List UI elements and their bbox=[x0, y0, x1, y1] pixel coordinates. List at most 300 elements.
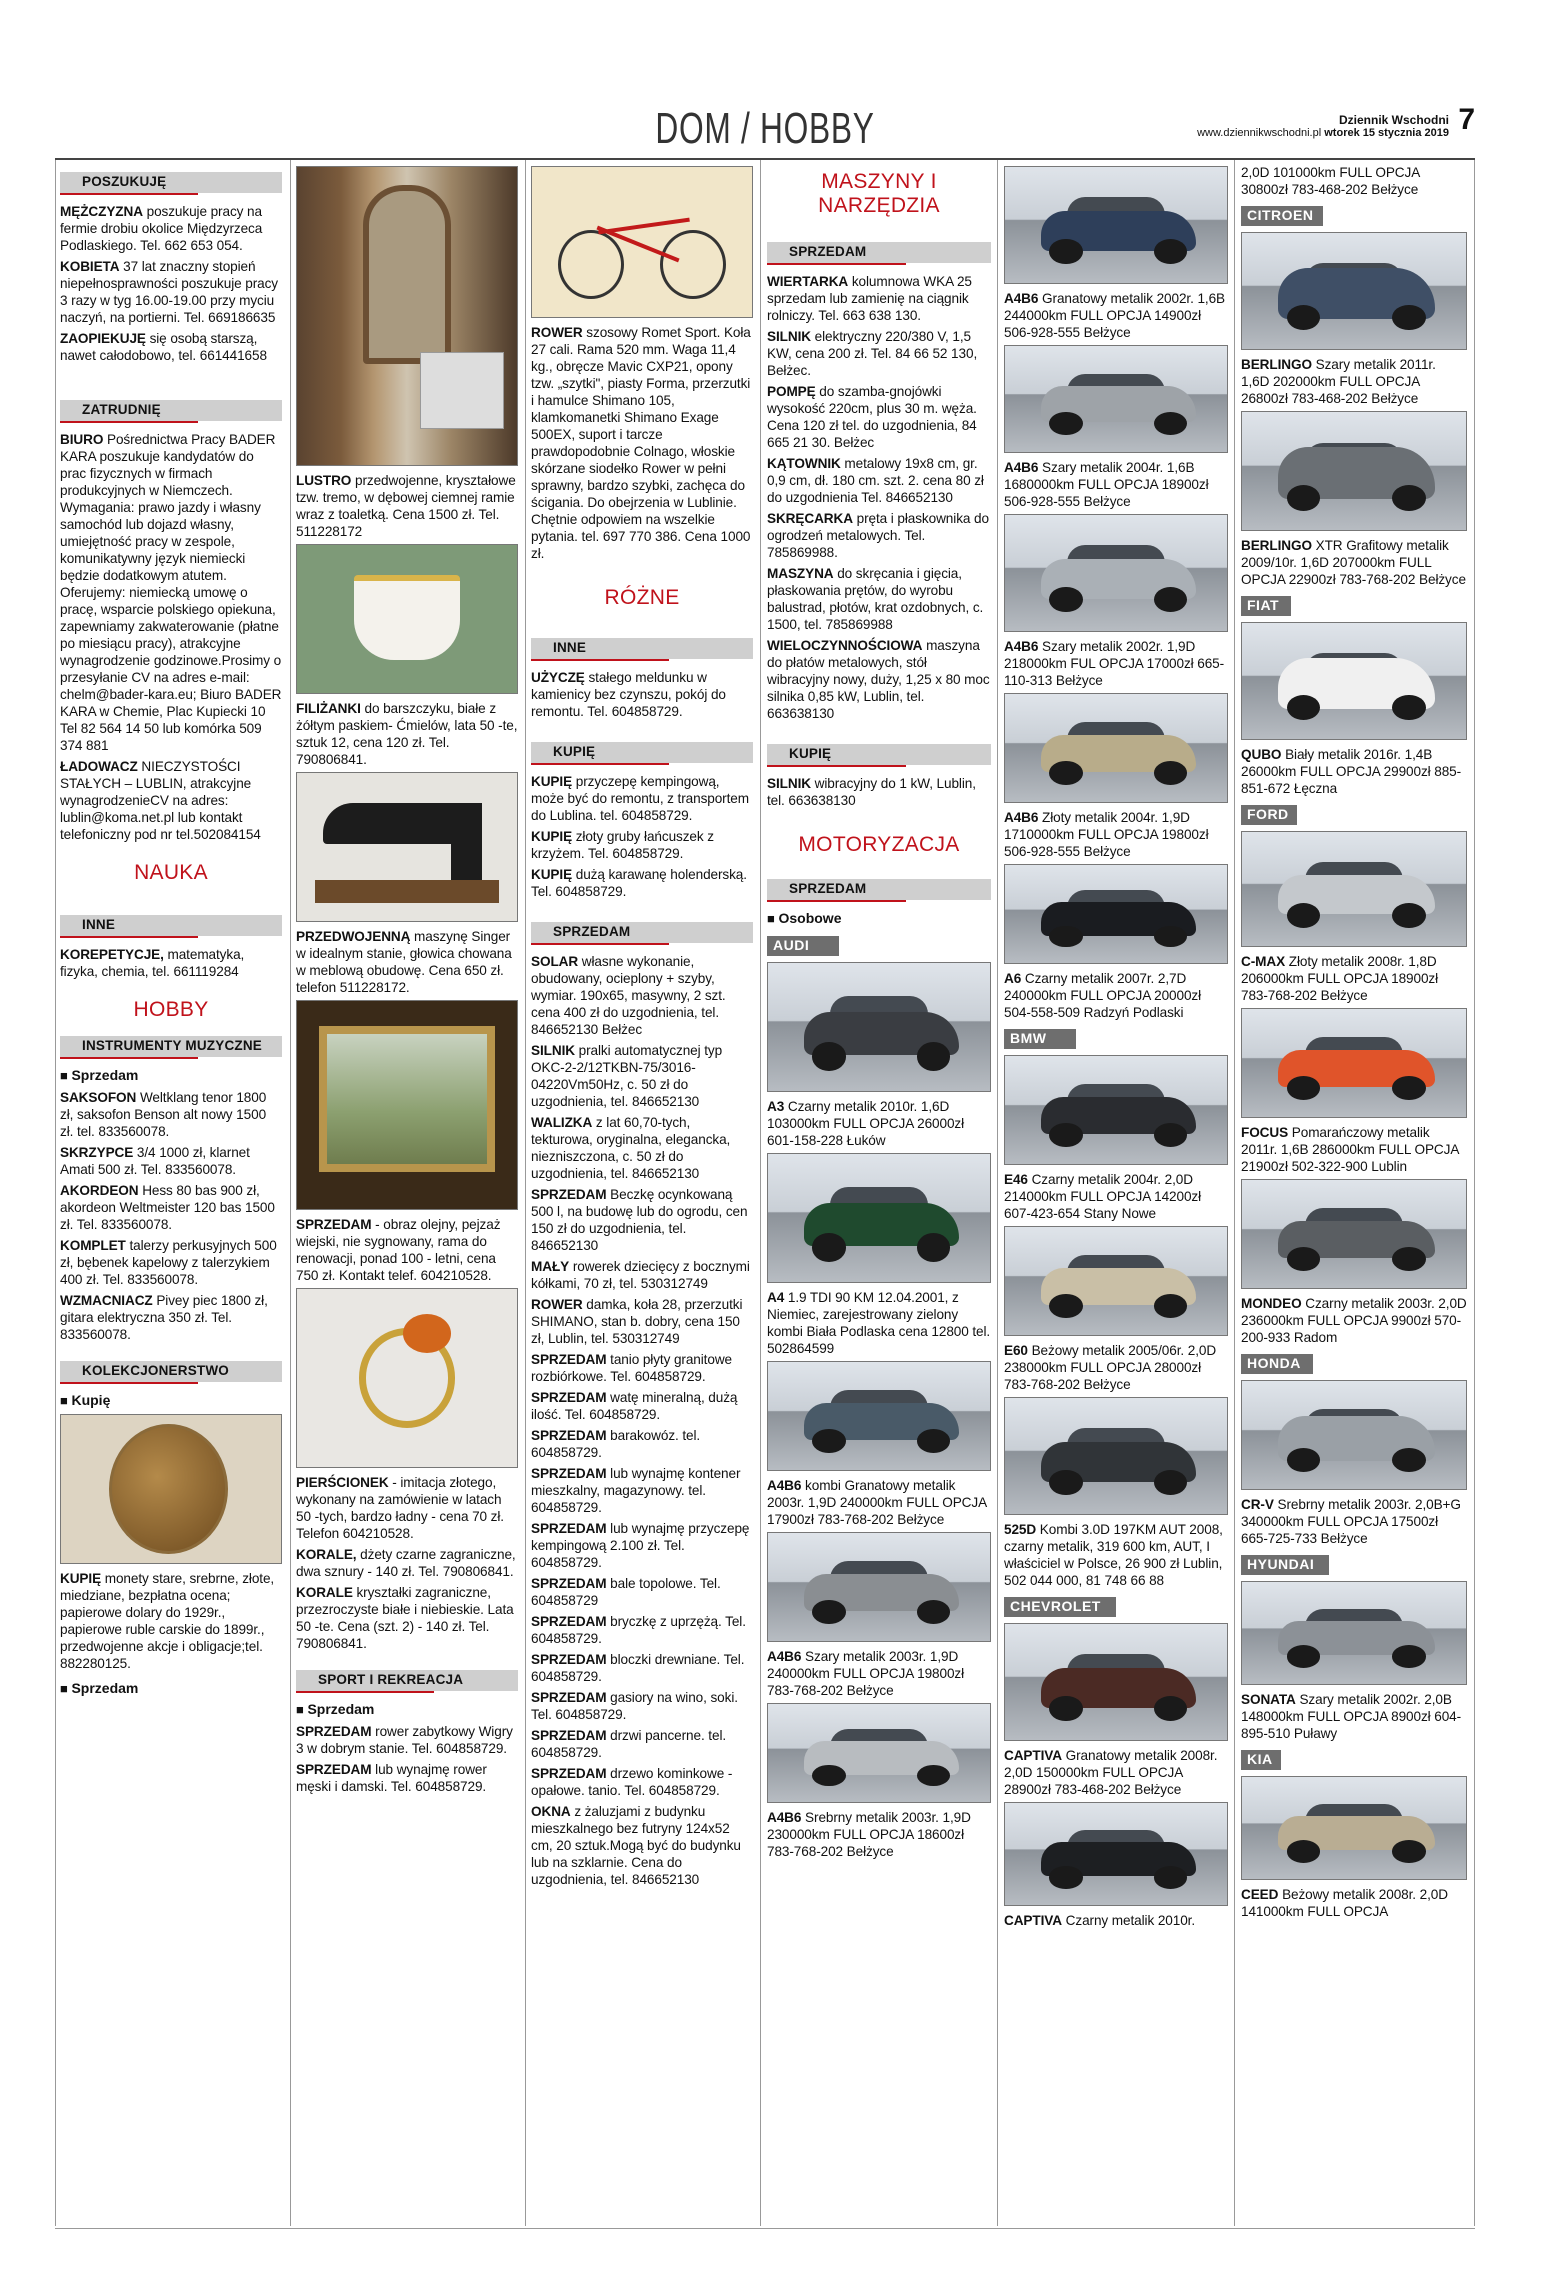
ad-keyword: SPRZEDAM bbox=[531, 1390, 607, 1405]
ad-keyword: A4B6 bbox=[767, 1649, 802, 1664]
paper-name: Dziennik Wschodni bbox=[1338, 113, 1449, 127]
classified-ad bbox=[531, 1427, 753, 1461]
column-divider bbox=[1234, 160, 1235, 2226]
classified-ad bbox=[296, 1474, 518, 1542]
car-ad bbox=[1004, 809, 1228, 860]
ad-text: 37 lat znaczny stopień niepełnosprawności poszukuje pracy 3 razy w tyg 16.00-19.00 przy myciu naczyń, na portierni. Tel. 669186635 bbox=[60, 259, 279, 325]
car-photo bbox=[1241, 411, 1467, 531]
ad-keyword: SPRZEDAM bbox=[531, 1728, 607, 1743]
ad-keyword: SPRZEDAM bbox=[296, 1724, 372, 1739]
ad-text: Szary metalik 2011r. 1,6D 202000km FULL OPCJA 26800zł 783-468-202 Bełżyce bbox=[1241, 357, 1436, 406]
car-ad bbox=[1241, 1124, 1467, 1175]
ad-text: kombi Granatowy metalik 2003r. 1,9D 240000km FULL OPCJA 17900zł 783-768-202 Bełżyce bbox=[767, 1478, 987, 1527]
classified-ad bbox=[531, 1651, 753, 1685]
car-ad bbox=[767, 1098, 991, 1149]
car-ad bbox=[1241, 1496, 1467, 1547]
ad-keyword: WZMACNIACZ bbox=[60, 1293, 153, 1308]
car-photo bbox=[1004, 693, 1228, 803]
ad-text: rowerek dziecięcy z bocznymi kółkami, 70 zł, tel. 530312749 bbox=[531, 1259, 750, 1291]
classified-ad bbox=[767, 383, 991, 451]
ad-text: dżety czarne zagraniczne, dwa sznury - 140 zł. Tel. 790806841. bbox=[296, 1547, 516, 1579]
ad-keyword: KĄTOWNIK bbox=[767, 456, 841, 471]
ad-keyword: A4B6 bbox=[1004, 460, 1039, 475]
ad-keyword: A4B6 bbox=[1004, 291, 1039, 306]
car-photo bbox=[1004, 864, 1228, 964]
ad-text: gasiory na wino, soki. Tel. 604858729. bbox=[531, 1690, 738, 1722]
ad-text: bloczki drewniane. Tel. 604858729. bbox=[531, 1652, 745, 1684]
ad-keyword: WIERTARKA bbox=[767, 274, 849, 289]
brand-label-honda: HONDA bbox=[1241, 1354, 1313, 1374]
ad-keyword: SPRZEDAM bbox=[531, 1576, 607, 1591]
car-photo bbox=[1004, 1397, 1228, 1515]
classified-ad bbox=[296, 1216, 518, 1284]
ad-text: Szary metalik 2004r. 1,6B 1680000km FULL OPCJA 18900zł 506-928-555 Bełżyce bbox=[1004, 460, 1209, 509]
ad-keyword: MASZYNA bbox=[767, 566, 834, 581]
column-divider bbox=[1474, 160, 1475, 2226]
heading-rozne: RÓŻNE bbox=[604, 586, 680, 609]
subheader-sprzedam-2: ■ Sprzedam bbox=[60, 1680, 282, 1696]
ad-keyword: KORALE bbox=[296, 1585, 353, 1600]
ad-text: Złoty metalik 2004r. 1,9D 1710000km FULL OPCJA 19800zł 506-928-555 Bełżyce bbox=[1004, 810, 1209, 859]
classified-ad bbox=[60, 758, 282, 843]
ad-keyword: CAPTIVA bbox=[1004, 1748, 1062, 1763]
brand-label-hyundai: HYUNDAI bbox=[1241, 1555, 1329, 1575]
ad-text: do szamba-gnojówki wysokość 220cm, plus 30 m. węża. Cena 120 zł tel. do uzgodnienia, 84 665 21 30. Bełżec bbox=[767, 384, 977, 450]
classified-ad bbox=[531, 1258, 753, 1292]
classified-ad bbox=[531, 1803, 753, 1888]
ad-keyword: KORALE, bbox=[296, 1547, 357, 1562]
ad-text: Srebrny metalik 2003r. 2,0B+G 340000km FULL OPCJA 17500zł 665-725-733 Bełżyce bbox=[1241, 1497, 1461, 1546]
classified-ad bbox=[531, 1613, 753, 1647]
ad-text: Czarny metalik 2003r. 2,0D 236000km FULL OPCJA 9900zł 570-200-933 Radom bbox=[1241, 1296, 1467, 1345]
ad-text: pralki automatycznej typ OKC-2-2/12TKBN-75/3016-04220Vm50Hz, c. 50 zł do uzgodnienia, tel. 846652130 bbox=[531, 1043, 723, 1109]
ad-keyword: 525D bbox=[1004, 1522, 1037, 1537]
car-ad bbox=[1241, 164, 1467, 198]
ad-text: XTR Grafitowy metalik 2009/10r. 1,6D 207000km FULL OPCJA 22900zł 783-768-202 Bełżyce bbox=[1241, 538, 1466, 587]
ad-keyword: SPRZEDAM bbox=[296, 1762, 372, 1777]
ad-text: 2,0D 101000km FULL OPCJA 30800zł 783-468-202 Bełżyce bbox=[1241, 165, 1420, 197]
ad-text: Czarny metalik 2004r. 2,0D 214000km FULL OPCJA 14200zł 607-423-654 Stany Nowe bbox=[1004, 1172, 1202, 1221]
section-header-sprzedam: SPRZEDAM bbox=[531, 922, 753, 943]
ad-text: złoty gruby łańcuszek z krzyżem. Tel. 604858729. bbox=[531, 829, 714, 861]
ad-text: Szary metalik 2002r. 1,9D 218000km FUL OPCJA 17000zł 665-110-313 Bełżyce bbox=[1004, 639, 1225, 688]
section-header-instrumenty: INSTRUMENTY MUZYCZNE bbox=[60, 1036, 282, 1057]
ad-keyword: MĘŻCZYZNA bbox=[60, 204, 143, 219]
column-3 bbox=[531, 164, 753, 2226]
classified-ad bbox=[531, 1765, 753, 1799]
classified-ad bbox=[531, 866, 753, 900]
classified-ad bbox=[60, 330, 282, 364]
heading-nauka: NAUKA bbox=[134, 861, 208, 884]
classified-ad bbox=[531, 1186, 753, 1254]
ad-text: lub wynajmę przyczepę kempingową 2.100 zł. Tel. 604858729. bbox=[531, 1521, 750, 1570]
classified-ad bbox=[60, 1089, 282, 1140]
car-ad bbox=[1241, 356, 1467, 407]
car-photo bbox=[1004, 166, 1228, 284]
ad-keyword: SPRZEDAM bbox=[296, 1217, 372, 1232]
ad-text: drzewo kominkowe - opałowe. tanio. Tel. 604858729. bbox=[531, 1766, 733, 1798]
section-header-kupie: KUPIĘ bbox=[767, 744, 991, 765]
classified-ad bbox=[60, 258, 282, 326]
car-photo bbox=[1004, 1226, 1228, 1336]
ad-text: Pomarańczowy metalik 2011r. 1,6B 286000km FULL OPCJA 21900zł 502-322-900 Lublin bbox=[1241, 1125, 1459, 1174]
section-header-poszukuje: POSZUKUJĘ bbox=[60, 172, 282, 193]
section-header-inne: INNE bbox=[60, 915, 282, 936]
ad-text: z lat 60,70-tych, tekturowa, oryginalna, elegancka, niezniszczona, c. 50 zł do uzgodnienia, tel. 846652130 bbox=[531, 1115, 731, 1181]
ad-text: Złoty metalik 2008r. 1,8D 206000km FULL OPCJA 18900zł 783-768-202 Bełżyce bbox=[1241, 954, 1439, 1003]
ad-keyword: ZAOPIEKUJĘ bbox=[60, 331, 146, 346]
ad-keyword: KUPIĘ bbox=[531, 829, 573, 844]
ad-keyword: OKNA bbox=[531, 1804, 571, 1819]
header-rule bbox=[55, 158, 1475, 160]
ad-text: stałego meldunku w kamienicy bez czynszu, pokój do remontu. Tel. 604858729. bbox=[531, 670, 726, 719]
column-divider bbox=[290, 160, 291, 2226]
car-ad bbox=[1004, 1521, 1228, 1589]
ad-text: watę mineralną, dużą ilość. Tel. 604858729. bbox=[531, 1390, 738, 1422]
ad-keyword: SILNIK bbox=[767, 329, 811, 344]
ad-keyword: KOBIETA bbox=[60, 259, 120, 274]
classified-ad bbox=[531, 1042, 753, 1110]
car-photo bbox=[1241, 1179, 1467, 1289]
ad-text: elektryczny 220/380 V, 1,5 KW, cena 200 zł. Tel. 84 66 52 130, Bełżec. bbox=[767, 329, 978, 378]
car-ad bbox=[767, 1289, 991, 1357]
ad-text: tanio płyty granitowe rozbiórkowe. Tel. 604858729. bbox=[531, 1352, 732, 1384]
ad-keyword: A4 bbox=[767, 1290, 785, 1305]
ad-keyword: SPRZEDAM bbox=[531, 1690, 607, 1705]
column-2 bbox=[296, 164, 518, 2226]
ad-keyword: SAKSOFON bbox=[60, 1090, 137, 1105]
ad-text: Beżowy metalik 2005/06r. 2,0D 238000km FULL OPCJA 28000zł 783-768-202 Bełżyce bbox=[1004, 1343, 1217, 1392]
car-photo bbox=[1004, 514, 1228, 632]
car-ad bbox=[1004, 290, 1228, 341]
car-photo bbox=[1241, 1776, 1467, 1880]
page-header bbox=[55, 100, 1475, 158]
car-ad bbox=[767, 1648, 991, 1699]
ad-keyword: MONDEO bbox=[1241, 1296, 1302, 1311]
classified-ad bbox=[531, 1389, 753, 1423]
section-header-sprzedam: SPRZEDAM bbox=[767, 242, 991, 263]
classified-ad bbox=[296, 1761, 518, 1795]
ad-text: matematyka, fizyka, chemia, tel. 661119284 bbox=[60, 947, 245, 979]
ad-text: maszynę Singer w idealnym stanie, głowica chowana w meblową obudowę. Cena 650 zł. telefon 511228172. bbox=[296, 929, 512, 995]
ad-keyword: KUPIĘ bbox=[531, 774, 573, 789]
classified-ad bbox=[60, 1182, 282, 1233]
ad-text: przyczepę kempingową, może być do remontu, z transportem do Lublina. tel. 604858729. bbox=[531, 774, 749, 823]
ad-keyword: A4B6 bbox=[767, 1478, 802, 1493]
ad-keyword: ROWER bbox=[531, 1297, 583, 1312]
classified-ad bbox=[531, 1114, 753, 1182]
classified-ad bbox=[296, 928, 518, 996]
ad-keyword: SPRZEDAM bbox=[531, 1614, 607, 1629]
ad-text: - imitacja złotego, wykonany na zamówienie w latach 50 -tych, bardzo ładny - cena 70 zł. Telefon 604210528. bbox=[296, 1475, 504, 1541]
ad-text: Beżowy metalik 2008r. 2,0D 141000km FULL OPCJA bbox=[1241, 1887, 1448, 1919]
ad-text: Czarny metalik 2010r. bbox=[1065, 1913, 1196, 1928]
ad-keyword: C-MAX bbox=[1241, 954, 1286, 969]
paper-url-date bbox=[1197, 127, 1449, 140]
car-ad bbox=[1004, 1171, 1228, 1222]
brand-label-chevrolet: CHEVROLET bbox=[1004, 1597, 1116, 1617]
car-photo bbox=[767, 1532, 991, 1642]
column-5 bbox=[1004, 164, 1228, 2226]
car-photo bbox=[1004, 1055, 1228, 1165]
section-header-sport: SPORT I REKREACJA bbox=[296, 1670, 518, 1691]
column-divider bbox=[760, 160, 761, 2226]
brand-label-audi: AUDI bbox=[767, 936, 839, 956]
classified-ad bbox=[60, 1237, 282, 1288]
ad-text: Pośrednictwa Pracy BADER KARA poszukuje kandydatów do prac fizycznych w firmach produkcyjnych w Niemczech. Wymagania: prawo jazdy i własny samochód lub dojazd własny, umiejętność pracy w zespole, komunikatywny język niemiecki będzie dodatkowym atutem. Oferujemy: niemiecką umowę o pracę, wsparcie polskiego opiekuna, zapewniamy zakwaterowanie (płatne po miesiącu pracy), atrakcyjne wynagrodzenie godzinowe.Prosimy o przesyłanie CV na adres e-mail: chelm@bader-kara.eu; Biuro BADER KARA w Chemie, Plac Kupiecki 10 Tel 82 564 14 50 lub komórka 509 374 881 bbox=[60, 432, 282, 753]
ad-keyword: UŻYCZĘ bbox=[531, 670, 585, 685]
car-ad bbox=[1004, 1912, 1228, 1929]
classified-ad bbox=[531, 1520, 753, 1571]
classified-ad bbox=[531, 828, 753, 862]
car-ad bbox=[1241, 1295, 1467, 1346]
section-header-sprzedam-2: SPRZEDAM bbox=[767, 879, 991, 900]
coin-photo bbox=[60, 1414, 282, 1564]
ad-keyword: SONATA bbox=[1241, 1692, 1296, 1707]
column-divider bbox=[525, 160, 526, 2226]
car-photo bbox=[1241, 1581, 1467, 1685]
car-photo bbox=[767, 1153, 991, 1283]
ad-keyword: SKRĘCARKA bbox=[767, 511, 853, 526]
mirror-photo bbox=[296, 166, 518, 466]
ad-text: lub wynajmę kontener mieszkalny, magazynowy. tel. 604858729. bbox=[531, 1466, 741, 1515]
ad-keyword: SPRZEDAM bbox=[531, 1352, 607, 1367]
brand-label-fiat: FIAT bbox=[1241, 596, 1291, 616]
ad-text: maszyna do płatów metalowych, stół wibracyjny nowy, duży, 1,25 x 80 moc silnika 0,85 kW, Lublin, tel. 663638130 bbox=[767, 638, 990, 721]
ad-text: kryształki zagraniczne, przezroczyste białe i niebieskie. Lata 50 -te. Cena (szt. 2) - 140 zł. Tel. 790806841. bbox=[296, 1585, 514, 1651]
ad-keyword: A4B6 bbox=[767, 1810, 802, 1825]
ad-text: lub wynajmę rower męski i damski. Tel. 604858729. bbox=[296, 1762, 487, 1794]
ad-keyword: SPRZEDAM bbox=[531, 1521, 607, 1536]
car-photo bbox=[1004, 1623, 1228, 1741]
classified-ad bbox=[60, 1144, 282, 1178]
ad-keyword: LUSTRO bbox=[296, 473, 352, 488]
ad-text: z żaluzjami z budynku mieszkalnego bez futryny 124x52 cm, 20 sztuk.Mogą być do budynku lub na szklarnie. Cena do uzgodnienia, tel. 846652130 bbox=[531, 1804, 741, 1887]
car-ad bbox=[1004, 970, 1228, 1021]
classified-ad bbox=[531, 1727, 753, 1761]
ad-text: do skręcania i gięcia, płaskowania prętów, do wyrobu balustrad, płotów, krat ozdobnych, c. 1500, tel. 785869988 bbox=[767, 566, 984, 632]
ad-keyword: MAŁY bbox=[531, 1259, 570, 1274]
ad-text: Szary metalik 2003r. 1,9D 240000km FULL OPCJA 19800zł 783-768-202 Bełżyce bbox=[767, 1649, 965, 1698]
ad-keyword: BERLINGO bbox=[1241, 357, 1312, 372]
ad-keyword: BERLINGO bbox=[1241, 538, 1312, 553]
ad-text: 3/4 1000 zł, klarnet Amati 500 zł. Tel. 833560078. bbox=[60, 1145, 250, 1177]
ad-text: Beczkę ocynkowaną 500 l, na budowę lub do ogrodu, cen 150 zł do uzgodnienia, tel. 846652130 bbox=[531, 1187, 748, 1253]
ad-text: się osobą starszą, nawet całodobowo, tel. 661441658 bbox=[60, 331, 267, 363]
ad-text: Hess 80 bas 900 zł, akordeon Weltmeister 120 bas 1500 zł. Tel. 833560078. bbox=[60, 1183, 275, 1232]
ad-text: monety stare, srebrne, złote, miedziane, bezpłatna ocena; papierowe dolary do 1929r., papierowe ruble carskie do 1899r., przedwojenne akcje i obligacje;tel. 882280125. bbox=[60, 1571, 275, 1671]
section-header-zatrudnie: ZATRUDNIĘ bbox=[60, 400, 282, 421]
ad-keyword: E60 bbox=[1004, 1343, 1028, 1358]
ad-text: Kombi 3.0D 197KM AUT 2008, czarny metalik, 319 600 km, AUT, I właściciel w Polsce, 26 900 zł Lublin, 502 044 000, 81 748 66 88 bbox=[1004, 1522, 1223, 1588]
cups-photo bbox=[296, 544, 518, 694]
ad-keyword: KUPIĘ bbox=[531, 867, 573, 882]
ad-text: pręta i płaskownika do ogrodzeń metalowych. Tel. 785869988. bbox=[767, 511, 989, 560]
ad-keyword: PIERŚCIONEK bbox=[296, 1475, 389, 1490]
car-ad bbox=[1241, 1886, 1467, 1920]
brand-label-bmw: BMW bbox=[1004, 1029, 1076, 1049]
page-number: 7 bbox=[1458, 103, 1475, 136]
ad-keyword: A6 bbox=[1004, 971, 1022, 986]
car-ad bbox=[1004, 638, 1228, 689]
ad-text: poszukuje pracy na fermie drobiu okolice Międzyrzeca Podlaskiego. Tel. 662 653 054. bbox=[60, 204, 263, 253]
ad-text: własne wykonanie, obudowany, ocieplony + szyby, wymiar. 190x65, masywny, 2 szt. cena 400 zł do uzgodnienia, tel. 846652130 Bełżec bbox=[531, 954, 726, 1037]
classified-ad bbox=[531, 1465, 753, 1516]
classified-ad bbox=[531, 1689, 753, 1723]
classified-ad bbox=[531, 324, 753, 562]
ad-text: metalowy 19x8 cm, gr. 0,9 cm, dł. 180 cm. szt. 2. cena 80 zł do uzgodnienia Tel. 846652130 bbox=[767, 456, 984, 505]
ad-text: do barszczyku, białe z żółtym paskiem- Ćmielów, lata 50 -te, sztuk 12, cena 120 zł. Tel. 790806841. bbox=[296, 701, 518, 767]
car-photo bbox=[1004, 1802, 1228, 1906]
ad-text: Granatowy metalik 2002r. 1,6B 244000km FULL OPCJA 14900zł 506-928-555 Bełżyce bbox=[1004, 291, 1226, 340]
ad-text: Granatowy metalik 2008r. 2,0D 150000km FULL OPCJA 28900zł 783-468-202 Bełżyce bbox=[1004, 1748, 1218, 1797]
car-ad bbox=[1241, 953, 1467, 1004]
heading-motoryzacja: MOTORYZACJA bbox=[798, 833, 960, 856]
column-6 bbox=[1241, 164, 1467, 2226]
masthead bbox=[1197, 103, 1475, 140]
car-ad bbox=[1004, 1342, 1228, 1393]
ad-text: 1.9 TDI 90 KM 12.04.2001, z Niemiec, zarejestrowany zielony kombi Biała Podlaska cena 12800 tel. 502864599 bbox=[767, 1290, 991, 1356]
classified-ad bbox=[767, 637, 991, 722]
ad-keyword: SPRZEDAM bbox=[531, 1428, 607, 1443]
section-header-kupie: KUPIĘ bbox=[531, 742, 753, 763]
car-photo bbox=[1241, 831, 1467, 947]
ring-photo bbox=[296, 1288, 518, 1468]
ad-keyword: SPRZEDAM bbox=[531, 1187, 607, 1202]
paper-url-link[interactable]: www.dziennikwschodni.pl bbox=[1197, 127, 1322, 139]
classified-ad bbox=[767, 565, 991, 633]
ad-keyword: FOCUS bbox=[1241, 1125, 1289, 1140]
ad-text: Srebrny metalik 2003r. 1,9D 230000km FULL OPCJA 18600zł 783-768-202 Bełżyce bbox=[767, 1810, 971, 1859]
ad-keyword: SILNIK bbox=[531, 1043, 575, 1058]
ad-keyword: PRZEDWOJENNĄ bbox=[296, 929, 411, 944]
car-ad bbox=[1241, 537, 1467, 588]
ad-keyword: CR-V bbox=[1241, 1497, 1274, 1512]
classified-ad bbox=[296, 1584, 518, 1652]
brand-label-kia: KIA bbox=[1241, 1750, 1281, 1770]
brand-label-citroen: CITROEN bbox=[1241, 206, 1323, 226]
ad-text: wibracyjny do 1 kW, Lublin, tel. 663638130 bbox=[767, 776, 976, 808]
classified-ad bbox=[60, 946, 282, 980]
car-ad bbox=[1004, 1747, 1228, 1798]
ad-keyword: A4B6 bbox=[1004, 639, 1039, 654]
classified-ad bbox=[531, 773, 753, 824]
car-photo bbox=[1004, 345, 1228, 453]
subheader-sprzedam: ■ Sprzedam bbox=[296, 1701, 518, 1717]
ad-text: przedwojenne, kryształowe tzw. tremo, w dębowej ciemnej ramie wraz z toaletką. Cena 1500 zł. Tel. 511228172 bbox=[296, 473, 516, 539]
ad-text: Czarny metalik 2010r. 1,6D 103000km FULL OPCJA 26000zł 601-158-228 Łuków bbox=[767, 1099, 965, 1148]
ad-text: Pivey piec 1800 zł, gitara elektryczna 350 zł. Tel. 833560078. bbox=[60, 1293, 268, 1342]
ad-keyword: POMPĘ bbox=[767, 384, 816, 399]
ad-keyword: SKRZYPCE bbox=[60, 1145, 134, 1160]
classified-ad bbox=[60, 203, 282, 254]
car-ad bbox=[1241, 746, 1467, 797]
classified-ad bbox=[60, 1292, 282, 1343]
ad-text: barakowóz. tel. 604858729. bbox=[531, 1428, 701, 1460]
ad-text: rower zabytkowy Wigry 3 w dobrym stanie. Tel. 604858729. bbox=[296, 1724, 513, 1756]
section-title: DOM / HOBBY bbox=[655, 104, 875, 153]
ad-keyword: SOLAR bbox=[531, 954, 579, 969]
subheader-sprzedam: ■ Sprzedam bbox=[60, 1067, 282, 1083]
heading-maszyny: MASZYNY I NARZĘDZIA bbox=[818, 170, 940, 217]
ad-keyword: FILIŻANKI bbox=[296, 701, 361, 716]
classified-ad bbox=[296, 700, 518, 768]
classified-ad bbox=[531, 669, 753, 720]
ad-text: - obraz olejny, pejzaż wiejski, nie sygnowany, rama do renowacji, ponad 100 - letni, cena 750 zł. Kontakt telef. 604210528. bbox=[296, 1217, 501, 1283]
ad-keyword: QUBO bbox=[1241, 747, 1282, 762]
section-header-kolekcjonerstwo: KOLEKCJONERSTWO bbox=[60, 1361, 282, 1382]
classified-ad bbox=[767, 273, 991, 324]
car-ad bbox=[767, 1477, 991, 1528]
classified-ad bbox=[531, 1575, 753, 1609]
car-photo bbox=[1241, 622, 1467, 740]
ad-text: bale topolowe. Tel. 604858729 bbox=[531, 1576, 721, 1608]
classified-ad bbox=[60, 431, 282, 754]
car-ad bbox=[1004, 459, 1228, 510]
car-ad bbox=[767, 1809, 991, 1860]
classified-ad bbox=[767, 775, 991, 809]
ad-keyword: CAPTIVA bbox=[1004, 1913, 1062, 1928]
ad-text: kolumnowa WKA 25 sprzedam lub zamienię na ciągnik rolniczy. Tel. 663 638 130. bbox=[767, 274, 972, 323]
classified-ad bbox=[767, 328, 991, 379]
car-photo bbox=[1241, 1380, 1467, 1490]
section-header-inne: INNE bbox=[531, 638, 753, 659]
ad-text: Szary metalik 2002r. 2,0B 148000km FULL OPCJA 8900zł 604-895-510 Puławy bbox=[1241, 1692, 1462, 1741]
classified-ad bbox=[767, 510, 991, 561]
ad-keyword: KOMPLET bbox=[60, 1238, 126, 1253]
ad-text: damka, koła 28, przerzutki SHIMANO, stan b. dobry, cena 150 zł, Lublin, tel. 530312749 bbox=[531, 1297, 743, 1346]
classified-ad bbox=[767, 455, 991, 506]
sewing-machine-photo bbox=[296, 772, 518, 922]
car-photo bbox=[1241, 1008, 1467, 1118]
column-1 bbox=[60, 164, 282, 2226]
heading-hobby: HOBBY bbox=[133, 998, 209, 1021]
ad-text: Weltklang tenor 1800 zł, saksofon Benson alt nowy 1500 zł. tel. 833560078. bbox=[60, 1090, 267, 1139]
painting-photo bbox=[296, 1000, 518, 1210]
ad-keyword: SPRZEDAM bbox=[531, 1652, 607, 1667]
car-photo bbox=[767, 1361, 991, 1471]
classified-ad bbox=[531, 1351, 753, 1385]
ad-text: szosowy Romet Sport. Koła 27 cali. Rama 520 mm. Waga 11,4 kg., obręcze Mavic CXP21, opony tzw. „szytki", piasty Forma, przerzutki i hamulce Shimano 105, klamkomanetki Shimano Exage 500EX, suport i tarcze prawdopodobnie Colnago, włoskie skórzane siodełko Rower w pełni sprawny, bardzo szybki, zachęca do ścigania. Do obejrzenia w Lublinie. Chętnie odpowiem na wszelkie pytania. tel. 697 770 386. Cena 1000 zł. bbox=[531, 325, 751, 561]
ad-keyword: SPRZEDAM bbox=[531, 1766, 607, 1781]
ad-keyword: KOREPETYCJE, bbox=[60, 947, 164, 962]
car-photo bbox=[767, 962, 991, 1092]
classified-ad bbox=[60, 1570, 282, 1672]
ad-keyword: SILNIK bbox=[767, 776, 811, 791]
ad-text: Czarny metalik 2007r. 2,7D 240000km FULL OPCJA 20000zł 504-558-509 Radzyń Podlaski bbox=[1004, 971, 1202, 1020]
ad-text: bryczkę z uprzężą. Tel. 604858729. bbox=[531, 1614, 746, 1646]
classified-ad bbox=[296, 1723, 518, 1757]
ad-keyword: SPRZEDAM bbox=[531, 1466, 607, 1481]
classified-ad bbox=[296, 1546, 518, 1580]
car-ad bbox=[1241, 1691, 1467, 1742]
ad-keyword: A4B6 bbox=[1004, 810, 1039, 825]
ad-text: drzwi pancerne. tel. 604858729. bbox=[531, 1728, 727, 1760]
classified-ad bbox=[531, 1296, 753, 1347]
column-4 bbox=[767, 164, 991, 2226]
car-photo bbox=[1241, 232, 1467, 350]
footer-rule bbox=[55, 2228, 1475, 2229]
ad-keyword: ROWER bbox=[531, 325, 583, 340]
ad-keyword: CEED bbox=[1241, 1887, 1279, 1902]
ad-keyword: A3 bbox=[767, 1099, 785, 1114]
subheader-osobowe: ■ Osobowe bbox=[767, 910, 991, 926]
classified-ad bbox=[531, 953, 753, 1038]
ad-keyword: E46 bbox=[1004, 1172, 1028, 1187]
column-divider bbox=[55, 160, 56, 2226]
classified-ad bbox=[296, 472, 518, 540]
ad-keyword: WALIZKA bbox=[531, 1115, 593, 1130]
